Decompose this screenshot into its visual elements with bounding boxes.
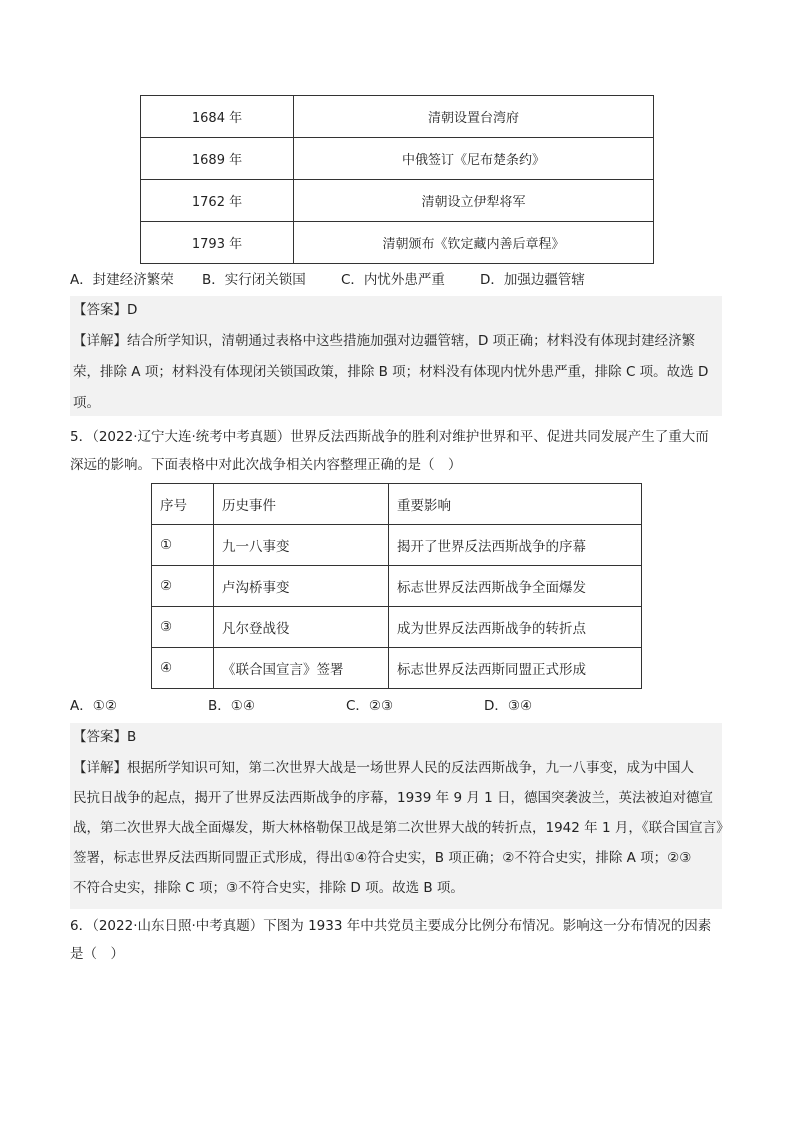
detail-line: 民抗日战争的起点，揭开了世界反法西斯战争的序幕，1939 年 9 月 1 日，德国突袭波兰，英法被迫对德宣 xyxy=(73,790,713,806)
year-cell: 1793 年 xyxy=(141,222,294,264)
table-row xyxy=(141,96,654,138)
detail-line: 荣，排除 A 项；材料没有体现闭关锁国政策，排除 B 项；材料没有体现内忧外患严重，排除 C 项。故选 D xyxy=(73,364,709,380)
table-qing-measures xyxy=(140,95,654,264)
table-header-row xyxy=(152,484,642,525)
option-c: C．内忧外患严重 xyxy=(341,272,445,288)
detail-line: 不符合史实，排除 C 项；③不符合史实，排除 D 项。故选 B 项。 xyxy=(73,880,464,896)
answer-label: 【答案】B xyxy=(73,729,137,745)
index-cell: ① xyxy=(152,525,214,566)
option-a: A．①② xyxy=(70,698,117,714)
year-cell: 1684 年 xyxy=(141,96,294,138)
impact-cell: 标志世界反法西斯战争全面爆发 xyxy=(389,566,642,607)
impact-cell: 标志世界反法西斯同盟正式形成 xyxy=(389,648,642,689)
table-row xyxy=(152,525,642,566)
event-cell: 卢沟桥事变 xyxy=(214,566,389,607)
impact-cell: 揭开了世界反法西斯战争的序幕 xyxy=(389,525,642,566)
event-cell: 九一八事变 xyxy=(214,525,389,566)
index-cell: ③ xyxy=(152,607,214,648)
option-b: B．①④ xyxy=(208,698,255,714)
year-cell: 1689 年 xyxy=(141,138,294,180)
option-d: D．③④ xyxy=(484,698,533,714)
event-cell: 《联合国宣言》签署 xyxy=(214,648,389,689)
event-cell: 清朝设置台湾府 xyxy=(294,96,654,138)
q5-answer-box xyxy=(70,723,730,909)
detail-line: 【详解】根据所学知识可知，第二次世界大战是一场世界人民的反法西斯战争，九一八事变，成为中国人 xyxy=(73,760,694,776)
table-row xyxy=(141,138,654,180)
table-row xyxy=(141,180,654,222)
table-wwii-events xyxy=(151,483,642,689)
table-row xyxy=(152,607,642,648)
q5-options xyxy=(70,696,532,716)
option-c: C．②③ xyxy=(346,698,394,714)
detail-line: 签署，标志世界反法西斯同盟正式形成，得出①④符合史实，B 项正确；②不符合史实，排除 A 项；②③ xyxy=(73,850,692,866)
impact-cell: 成为世界反法西斯战争的转折点 xyxy=(389,607,642,648)
table-row xyxy=(152,648,642,689)
event-cell: 清朝颁布《钦定藏内善后章程》 xyxy=(294,222,654,264)
q5-stem-line: 5．（2022·辽宁大连·统考中考真题）世界反法西斯战争的胜利对维护世界和平、促进共同发展产生了重大而 xyxy=(70,429,709,445)
option-a: A．封建经济繁荣 xyxy=(70,272,174,288)
index-cell: ④ xyxy=(152,648,214,689)
event-cell: 凡尔登战役 xyxy=(214,607,389,648)
detail-line: 项。 xyxy=(73,395,100,411)
q5-stem-line: 深远的影响。下面表格中对此次战争相关内容整理正确的是（ ） xyxy=(70,457,462,473)
table-row xyxy=(141,222,654,264)
answer-label: 【答案】D xyxy=(73,302,138,318)
q6-stem-line: 是（ ） xyxy=(70,946,124,962)
event-cell: 清朝设立伊犁将军 xyxy=(294,180,654,222)
event-cell: 中俄签订《尼布楚条约》 xyxy=(294,138,654,180)
option-b: B．实行闭关锁国 xyxy=(202,272,306,288)
header-cell: 历史事件 xyxy=(214,484,389,525)
q4-answer-box xyxy=(70,296,722,416)
detail-line: 战，第二次世界大战全面爆发，斯大林格勒保卫战是第二次世界大战的转折点，1942 年 1 月，《联合国宣言》 xyxy=(73,820,730,836)
detail-line: 【详解】结合所学知识，清朝通过表格中这些措施加强对边疆管辖，D 项正确；材料没有体现封建经济繁 xyxy=(73,333,696,349)
table-row xyxy=(152,566,642,607)
q4-options xyxy=(70,270,585,290)
q6-stem-line: 6．（2022·山东日照·中考真题）下图为 1933 年中共党员主要成分比例分布情况。影响这一分布情况的因素 xyxy=(70,918,712,934)
option-d: D．加强边疆管辖 xyxy=(480,272,585,288)
index-cell: ② xyxy=(152,566,214,607)
header-cell: 重要影响 xyxy=(389,484,642,525)
year-cell: 1762 年 xyxy=(141,180,294,222)
header-cell: 序号 xyxy=(152,484,214,525)
